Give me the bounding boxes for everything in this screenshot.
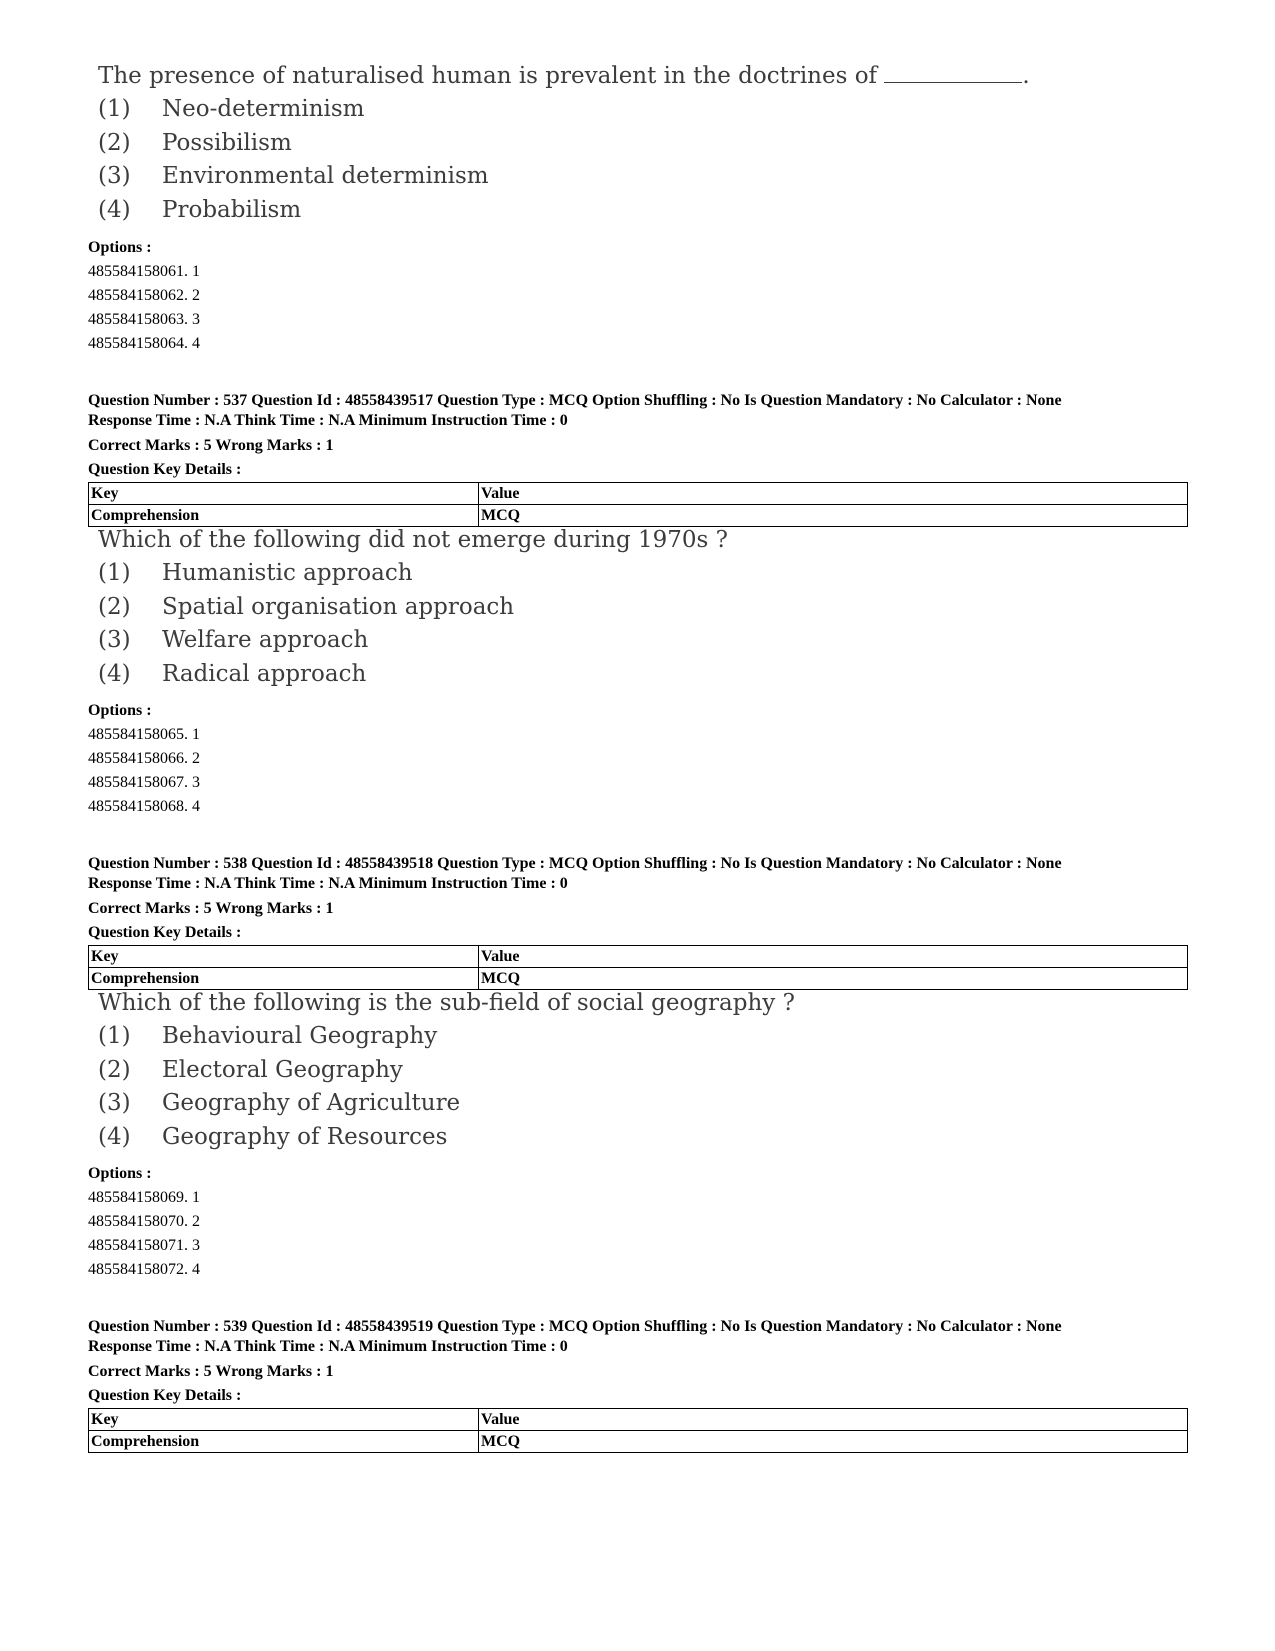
choice	[88, 1054, 1188, 1088]
choice-text: Welfare approach	[162, 627, 369, 653]
choice	[88, 194, 1188, 228]
table-cell: MCQ	[479, 1431, 1188, 1453]
table-cell: MCQ	[479, 505, 1188, 527]
choice-text: Geography of Resources	[162, 1123, 448, 1150]
option-id: 485584158070. 2	[88, 1213, 200, 1230]
choice	[88, 160, 1188, 194]
table-cell: Comprehension	[89, 1431, 479, 1453]
choice-text: Spatial organisation approach	[162, 593, 515, 620]
choice-number: (3)	[98, 163, 131, 189]
meta-line: Response Time : N.A Think Time : N.A Minimum Instruction Time : 0	[88, 412, 568, 429]
options-label: Options :	[88, 1165, 152, 1182]
choice-text: Behavioural Geography	[162, 1023, 438, 1049]
choice-text: Radical approach	[162, 660, 367, 687]
choice	[88, 1020, 1188, 1054]
choice	[88, 591, 1188, 625]
choice-text: Probabilism	[162, 196, 302, 223]
choice	[88, 624, 1188, 658]
key-value-table	[88, 1408, 1188, 1453]
stem-text: The presence of naturalised human is prevalent in the doctrines of	[98, 63, 878, 89]
options-list	[88, 699, 1188, 819]
table-cell: Comprehension	[89, 968, 479, 990]
meta-line: Question Number : 537 Question Id : 48558439517 Question Type : MCQ Option Shuffling : No Is Question Mandatory : No Calculator : None	[88, 392, 1062, 409]
choice-number: (4)	[98, 660, 131, 687]
choice-number: (2)	[98, 1056, 131, 1083]
choice	[88, 1087, 1188, 1121]
table-header-key: Key	[89, 946, 479, 968]
choice-text: Electoral Geography	[162, 1056, 403, 1083]
key-value-table	[88, 482, 1188, 527]
meta-line: Response Time : N.A Think Time : N.A Minimum Instruction Time : 0	[88, 875, 568, 892]
marks-line: Correct Marks : 5 Wrong Marks : 1	[88, 437, 334, 454]
choice	[88, 93, 1188, 127]
choice-number: (4)	[98, 196, 131, 223]
question-538-image	[88, 987, 1188, 1154]
key-value-table	[88, 945, 1188, 990]
question-537-image	[88, 524, 1188, 691]
options-label: Options :	[88, 239, 152, 256]
choice-number: (2)	[98, 129, 131, 156]
option-id: 485584158066. 2	[88, 750, 200, 767]
choice-text: Geography of Agriculture	[162, 1090, 461, 1116]
key-details-label: Question Key Details :	[88, 924, 242, 941]
table-cell: Comprehension	[89, 505, 479, 527]
key-details-label: Question Key Details :	[88, 1387, 242, 1404]
table-header-key: Key	[89, 483, 479, 505]
question-536-image	[88, 60, 1188, 227]
choice-number: (4)	[98, 1123, 131, 1150]
marks-line: Correct Marks : 5 Wrong Marks : 1	[88, 1363, 334, 1380]
question-538-meta	[88, 854, 1188, 990]
choice-number: (2)	[98, 593, 131, 620]
question-537-meta	[88, 391, 1188, 527]
question-stem: Which of the following is the sub-field of social geography ?	[98, 990, 795, 1016]
choice-text: Humanistic approach	[162, 560, 413, 586]
option-id: 485584158071. 3	[88, 1237, 200, 1254]
options-label: Options :	[88, 702, 152, 719]
choice	[88, 658, 1188, 692]
question-539-meta	[88, 1317, 1188, 1453]
meta-line: Question Number : 539 Question Id : 48558439519 Question Type : MCQ Option Shuffling : No Is Question Mandatory : No Calculator : None	[88, 1318, 1062, 1335]
option-id: 485584158072. 4	[88, 1261, 200, 1278]
choice-number: (1)	[98, 1023, 131, 1049]
option-id: 485584158064. 4	[88, 335, 200, 352]
meta-line: Question Number : 538 Question Id : 48558439518 Question Type : MCQ Option Shuffling : No Is Question Mandatory : No Calculator : None	[88, 855, 1062, 872]
choice-text: Neo-determinism	[162, 96, 365, 122]
choice	[88, 1121, 1188, 1155]
option-id: 485584158062. 2	[88, 287, 200, 304]
option-id: 485584158069. 1	[88, 1189, 200, 1206]
choice-number: (3)	[98, 1090, 131, 1116]
choice-number: (3)	[98, 627, 131, 653]
table-header-value: Value	[479, 483, 1188, 505]
options-list	[88, 236, 1188, 356]
table-header-value: Value	[479, 946, 1188, 968]
table-header-key: Key	[89, 1409, 479, 1431]
option-id: 485584158065. 1	[88, 726, 200, 743]
table-cell: MCQ	[479, 968, 1188, 990]
question-stem: Which of the following did not emerge during 1970s ?	[98, 527, 728, 553]
option-id: 485584158068. 4	[88, 798, 200, 815]
options-list	[88, 1162, 1188, 1282]
key-details-label: Question Key Details :	[88, 461, 242, 478]
option-id: 485584158067. 3	[88, 774, 200, 791]
option-id: 485584158063. 3	[88, 311, 200, 328]
choice	[88, 557, 1188, 591]
choice-number: (1)	[98, 96, 131, 122]
answer-blank	[884, 64, 1022, 83]
choice-text: Environmental determinism	[162, 163, 489, 189]
choice-text: Possibilism	[162, 129, 292, 156]
choice	[88, 127, 1188, 161]
meta-line: Response Time : N.A Think Time : N.A Minimum Instruction Time : 0	[88, 1338, 568, 1355]
option-id: 485584158061. 1	[88, 263, 200, 280]
marks-line: Correct Marks : 5 Wrong Marks : 1	[88, 900, 334, 917]
choice-number: (1)	[98, 560, 131, 586]
question-stem	[88, 60, 1188, 93]
stem-end: .	[1022, 63, 1030, 89]
table-header-value: Value	[479, 1409, 1188, 1431]
